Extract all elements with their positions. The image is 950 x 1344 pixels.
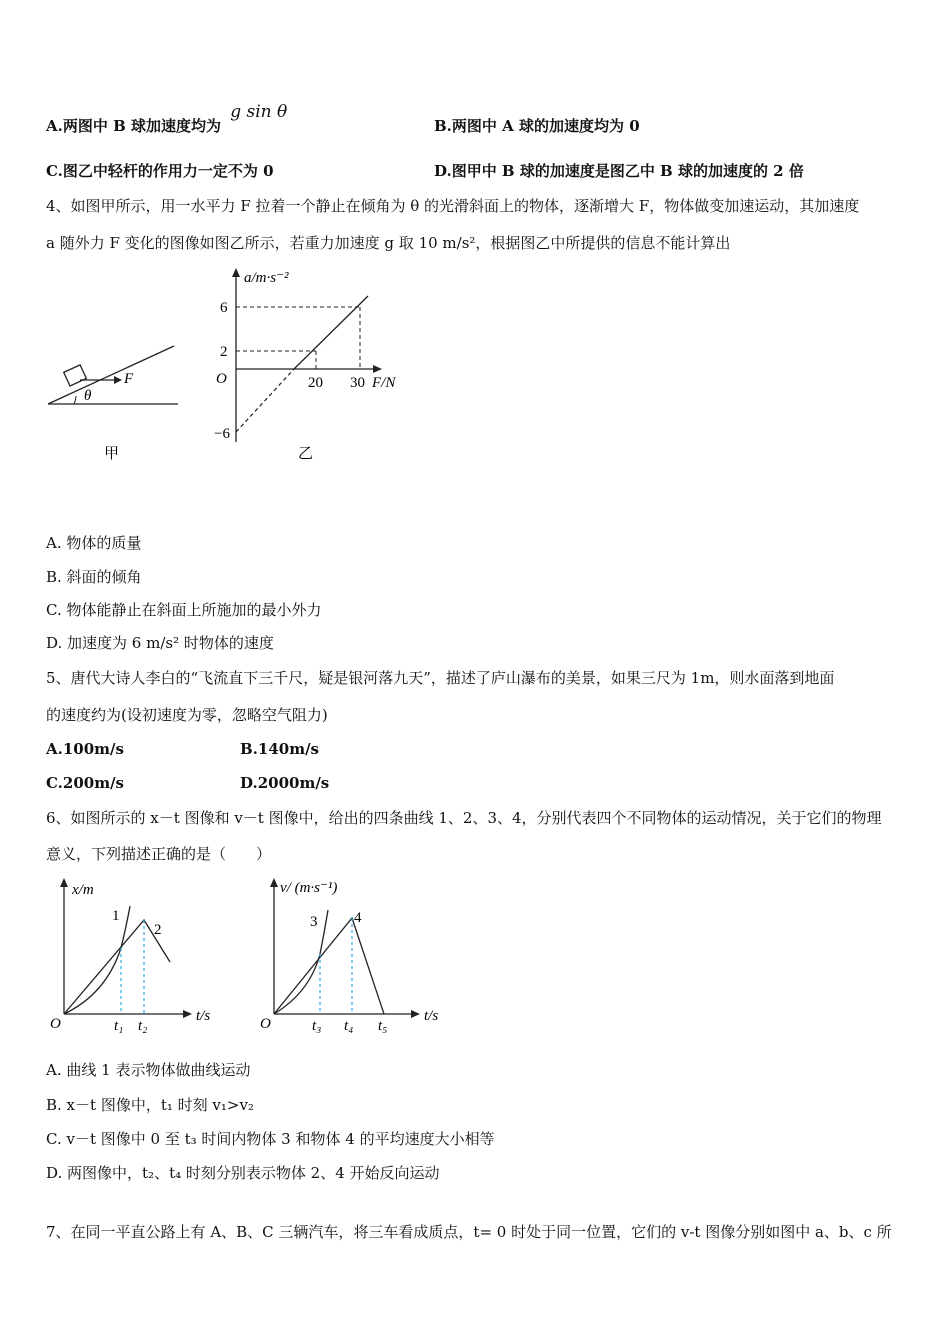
vt-t5: t₅ <box>378 1018 388 1034</box>
q6-option-b: B. x－t 图像中，t₁ 时刻 v₁>v₂ <box>46 1096 254 1114</box>
yi-line-dashed <box>236 369 294 432</box>
q4-stem-line1: 4、如图甲所示，用一水平力 F 拉着一个静止在倾角为 θ 的光滑斜面上的物体，逐渐增大 F，物体做变加速运动，其加速度 <box>46 197 860 215</box>
force-arrowhead <box>114 376 122 384</box>
xt-curve-2-label: 2 <box>154 922 162 938</box>
xt-t2: t₂ <box>138 1018 148 1034</box>
yi-tick-neg6: −6 <box>214 426 230 442</box>
q4-figure-yi <box>200 262 420 467</box>
yi-tick-20: 20 <box>308 375 323 391</box>
q3-option-d: D.图甲中 B 球的加速度是图乙中 B 球的加速度的 2 倍 <box>434 162 804 180</box>
q3-option-a <box>46 102 288 136</box>
q7-stem-line1: 7、在同一平直公路上有 A、B、C 三辆汽车，将三车看成质点，t= 0 时处于同一位置，它们的 v-t 图像分别如图中 a、b、c 所 <box>46 1223 892 1241</box>
q5-option-d: D.2000m/s <box>240 774 330 792</box>
xt-curve-1 <box>64 906 130 1014</box>
caption-yi: 乙 <box>298 446 314 462</box>
q3-option-a-text: A.两图中 B 球加速度均为 <box>46 117 221 135</box>
q4-option-a: A. 物体的质量 <box>46 534 142 552</box>
vt-curve-3-label: 3 <box>310 914 318 930</box>
q5-stem-line1: 5、唐代大诗人李白的“飞流直下三千尺，疑是银河落九天”，描述了庐山瀑布的美景，如果三尺为 1m，则水面落到地面 <box>46 669 835 687</box>
q6-stem-line2: 意义，下列描述正确的是（ ） <box>46 845 272 863</box>
vt-t3: t₃ <box>312 1018 322 1034</box>
q3-option-b: B.两图中 A 球的加速度均为 0 <box>434 117 640 135</box>
vt-t4: t₄ <box>344 1018 354 1034</box>
xt-y-label: x/m <box>72 882 94 898</box>
q5-option-a: A.100m/s <box>46 740 124 758</box>
yi-tick-30: 30 <box>350 375 365 391</box>
xt-curve-1-label: 1 <box>112 908 120 924</box>
q5-option-c: C.200m/s <box>46 774 125 792</box>
q6-option-c: C. v－t 图像中 0 至 t₃ 时间内物体 3 和物体 4 的平均速度大小相等 <box>46 1130 495 1148</box>
q6-option-a: A. 曲线 1 表示物体做曲线运动 <box>46 1061 251 1079</box>
vt-y-label: v/ (m·s⁻¹) <box>280 880 338 896</box>
q6-stem-line1: 6、如图所示的 x－t 图像和 v－t 图像中，给出的四条曲线 1、2、3、4，分别代表四个不同物体的运动情况，关于它们的物理 <box>46 809 882 827</box>
force-label: F <box>124 371 134 387</box>
xt-t1: t₁ <box>114 1018 124 1034</box>
xt-x-label: t/s <box>196 1008 211 1024</box>
q6-option-d: D. 两图像中，t₂、t₄ 时刻分别表示物体 2、4 开始反向运动 <box>46 1164 440 1182</box>
q4-option-c: C. 物体能静止在斜面上所施加的最小外力 <box>46 601 322 619</box>
xt-origin: O <box>50 1016 61 1032</box>
q6-figure-vt <box>254 872 454 1037</box>
yi-y-axis-label: a/m·s⁻² <box>244 270 289 286</box>
vt-curve-4 <box>274 918 384 1014</box>
q4-option-d: D. 加速度为 6 m/s² 时物体的速度 <box>46 634 274 652</box>
angle-label: θ <box>84 388 92 404</box>
q3-option-c: C.图乙中轻杆的作用力一定不为 0 <box>46 162 274 180</box>
q3-option-a-formula: g sin θ <box>230 102 288 122</box>
yi-x-axis-label: F/N <box>372 375 396 391</box>
q4-figure-jia <box>40 330 190 470</box>
block-on-incline <box>64 365 87 386</box>
q5-option-b: B.140m/s <box>240 740 320 758</box>
yi-tick-6: 6 <box>220 300 228 316</box>
q6-figure-xt <box>44 872 234 1037</box>
vt-origin: O <box>260 1016 271 1032</box>
caption-jia: 甲 <box>104 446 120 462</box>
vt-x-label: t/s <box>424 1008 439 1024</box>
yi-tick-2: 2 <box>220 344 228 360</box>
q4-stem-line2: a 随外力 F 变化的图像如图乙所示，若重力加速度 g 取 10 m/s²，根据图乙中所提供的信息不能计算出 <box>46 234 731 252</box>
q5-stem-line2: 的速度约为(设初速度为零，忽略空气阻力) <box>46 706 328 724</box>
q4-option-b: B. 斜面的倾角 <box>46 568 142 586</box>
vt-curve-4-label: 4 <box>354 910 362 926</box>
yi-origin: O <box>216 371 227 387</box>
